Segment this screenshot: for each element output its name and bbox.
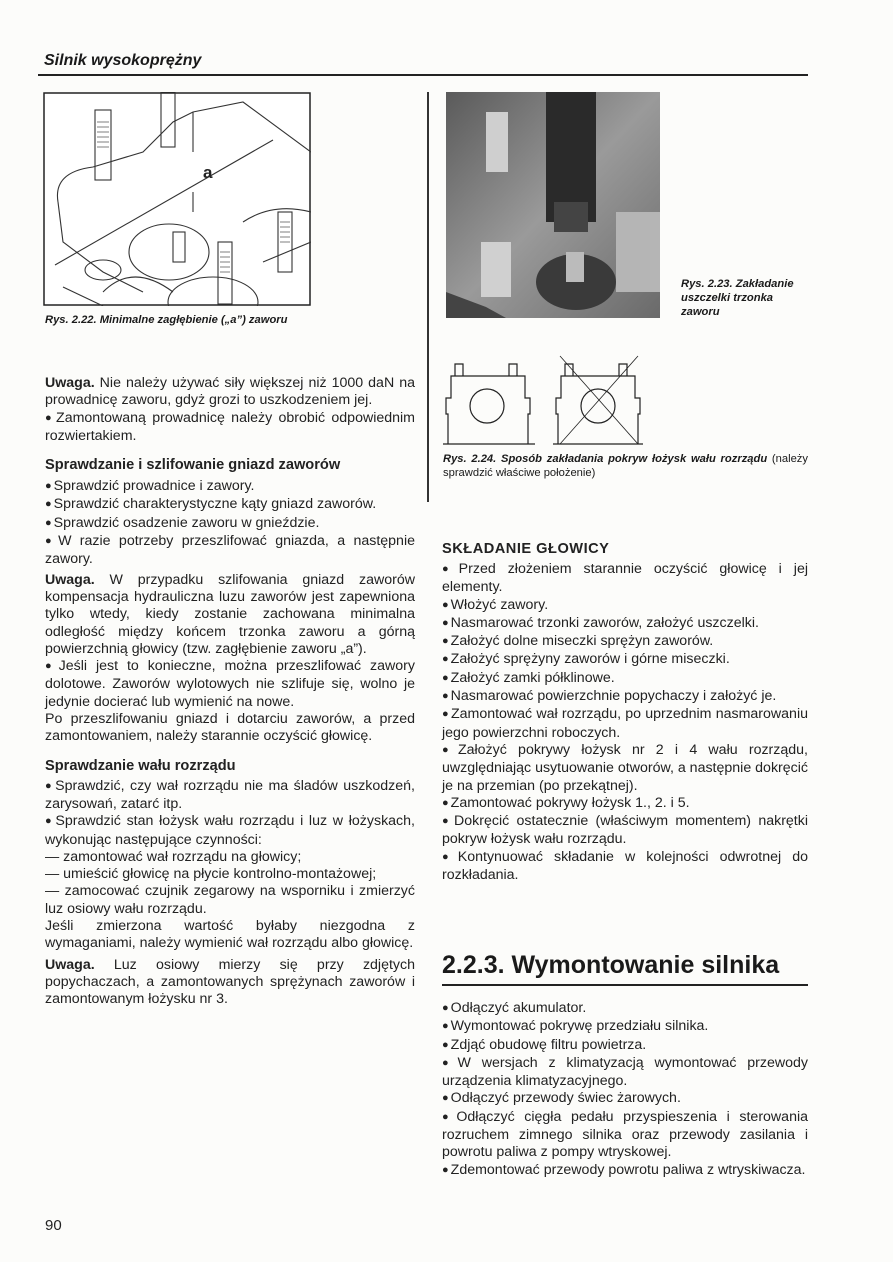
bullet-item: ● W razie potrzeby przeszlifować gniazda, a następnie zawory.	[45, 533, 415, 569]
note-label: Uwaga.	[45, 375, 95, 391]
chapter-heading: 2.2.3. Wymontowanie silnika	[442, 951, 780, 979]
bullet-item: ● Włożyć zawory.	[442, 597, 808, 615]
right-column	[442, 541, 808, 884]
bullet-item: ● Założyć dolne miseczki sprężyn zaworów.	[442, 633, 808, 651]
dash-item: — zamontować wał rozrządu na głowicy;	[45, 848, 302, 865]
note-text: W przypadku szlifowania gniazd zaworów kompensacja hydrauliczna luzu zaworów jest zapewniona tylko wtedy, kiedy zostanie zachowana minimalna odległość między końcem trzonka zaworu a górną powierzchnią głowicy (tzw. zagłębienie zaworu „a”).	[45, 571, 415, 657]
figure-label-a: a	[203, 163, 213, 182]
note-label: Uwaga.	[45, 956, 95, 973]
bearing-cap-correct	[443, 364, 535, 444]
bullet-item: ● Sprawdzić prowadnice i zawory.	[45, 478, 415, 496]
bullet-item: ● Odłączyć cięgła pedału przyspieszenia i sterowania rozruchem zimnego silnika oraz przewody zasilania i powrotu paliwa z pompy wtryskowej.	[442, 1109, 808, 1162]
caption-title: Rys. 2.24. Sposób zakładania pokryw łożysk wału rozrządu	[443, 453, 768, 465]
figure-caption-2-23: Rys. 2.23. Zakładanie uszczelki trzonka zaworu	[681, 278, 794, 318]
paragraph	[45, 957, 415, 1009]
bullet-item: ● Sprawdzić charakterystyczne kąty gniazd zaworów.	[45, 496, 415, 514]
bullet-item: ● Zamontować pokrywy łożysk 1., 2. i 5.	[442, 795, 808, 813]
bullet-item: ● Odłączyć akumulator.	[442, 1000, 808, 1018]
section-heading: Sprawdzanie i szlifowanie gniazd zaworów	[45, 457, 341, 474]
bullet-item: ● Sprawdzić stan łożysk wału rozrządu i luz w łożyskach, wykonując następujące czynności:	[45, 813, 415, 849]
right-column-lower	[442, 1000, 808, 1180]
bullet-item: ● Nasmarować trzonki zaworów, założyć uszczelki.	[442, 615, 808, 633]
note-label: Uwaga.	[45, 571, 95, 588]
bullet-item: ● Sprawdzić osadzenie zaworu w gnieździe.	[45, 515, 415, 533]
bullet-item: ● Wymontować pokrywę przedziału silnika.	[442, 1018, 808, 1036]
bullet-item: ● Założyć zamki półklinowe.	[442, 670, 808, 688]
paragraph	[45, 375, 415, 410]
bullet-item: ● Kontynuować składanie w kolejności odwrotnej do rozkładania.	[442, 849, 808, 885]
caption-note: (należy sprawdzić właściwe położenie)	[443, 453, 808, 479]
dash-item: — umieścić głowicę na płycie kontrolno-montażowej;	[45, 866, 377, 883]
bullet-item: ● Założyć sprężyny zaworów i górne miseczki.	[442, 651, 808, 669]
note-text: Luz osiowy mierzy się przy zdjętych popychaczach, a zamontowanych sprężynach zaworów i zamontowanym łożysku nr 3.	[45, 956, 415, 1008]
section-heading: Sprawdzanie wału rozrządu	[45, 757, 236, 774]
paragraph	[45, 572, 415, 658]
left-column	[45, 375, 415, 1009]
figure-valve-recess-drawing	[43, 92, 311, 306]
bullet-item: ● Odłączyć przewody świec żarowych.	[442, 1090, 808, 1108]
bullet-item: ● Zdjąć obudowę filtru powietrza.	[442, 1037, 808, 1055]
bullet-item: ● Przed złożeniem starannie oczyścić głowicę i jej elementy.	[442, 561, 808, 597]
bullet-item: ● Nasmarować powierzchnie popychaczy i założyć je.	[442, 688, 808, 706]
bullet-item: ● Zamontować wał rozrządu, po uprzednim nasmarowaniu jego powierzchni roboczych.	[442, 706, 808, 742]
chapter-heading-rule	[442, 984, 808, 986]
bullet-item: ● Jeśli jest to konieczne, można przeszlifować zawory dolotowe. Zaworów wylotowych nie szlifuje się, wolno je jedynie docierać lub wymienić na nowe.	[45, 658, 415, 711]
running-title: Silnik wysokoprężny	[44, 52, 202, 69]
figure-caption-2-22: Rys. 2.22. Minimalne zagłębienie („a”) zaworu	[45, 314, 288, 326]
bullet-item: ● Dokręcić ostatecznie (właściwym momentem) nakrętki pokryw łożysk wału rozrządu.	[442, 813, 808, 849]
header-rule	[38, 74, 808, 76]
figure-caption-2-24	[443, 452, 808, 480]
bullet-item: ● Zdemontować przewody powrotu paliwa z wtryskiwacza.	[442, 1162, 808, 1180]
figure-valve-seal-photo	[446, 92, 660, 318]
paragraph: Po przeszlifowaniu gniazd i dotarciu zaworów, a przed zamontowaniem, należy starannie oczyścić głowicę.	[45, 711, 415, 745]
column-divider	[427, 92, 429, 502]
paragraph: Jeśli zmierzona wartość byłaby niezgodna z wymaganiami, należy wymienić wał rozrządu albo głowicę.	[45, 918, 415, 952]
bullet-item: ● W wersjach z klimatyzacją wymontować przewody urządzenia klimatyzacyjnego.	[442, 1055, 808, 1091]
bullet-item: ● Założyć pokrywy łożysk nr 2 i 4 wału rozrządu, uwzględniając usytuowanie otworów, a następnie dokręcić je na przemian (po przekątnej).	[442, 742, 808, 795]
section-heading: SKŁADANIE GŁOWICY	[442, 541, 610, 557]
dash-item: — zamocować czujnik zegarowy na wsporniku i zmierzyć luz osiowy wału rozrządu.	[45, 883, 415, 917]
note-text: Nie należy używać siły większej niż 1000 daN na prowadnicę zaworu, gdyż grozi to uszkodzeniem jej.	[45, 375, 415, 409]
page-number: 90	[45, 1217, 62, 1234]
bullet-item: ● Zamontowaną prowadnicę należy obrobić odpowiednim rozwiertakiem.	[45, 410, 415, 446]
bearing-cap-incorrect	[553, 356, 643, 444]
bullet-item: ● Sprawdzić, czy wał rozrządu nie ma śladów uszkodzeń, zarysowań, zatarć itp.	[45, 778, 415, 814]
figure-bearing-caps-drawing	[443, 346, 663, 446]
